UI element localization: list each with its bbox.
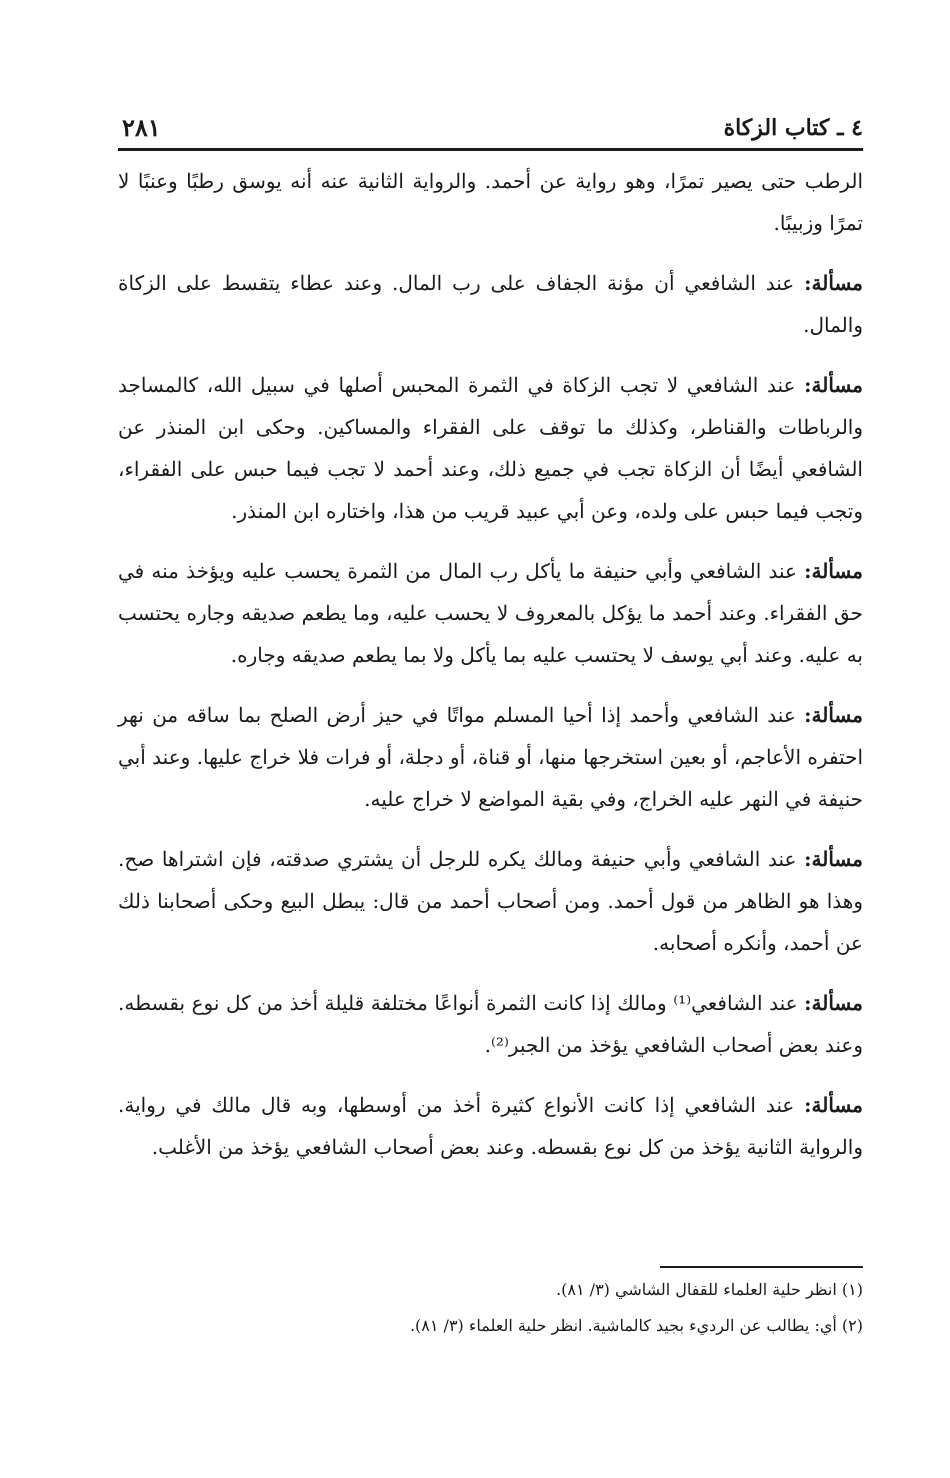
paragraph-text: عند الشافعي⁽¹⁾ ومالك إذا كانت الثمرة أنواعًا مختلفة قليلة أخذ من كل نوع بقسطه. وعند بعض أصحاب الشافعي يؤخذ من الجبر⁽²⁾. xyxy=(118,991,863,1057)
paragraph-text: عند الشافعي أن مؤنة الجفاف على رب المال. وعند عطاء يتقسط على الزكاة والمال. xyxy=(118,271,863,337)
footnotes xyxy=(118,1272,863,1344)
paragraph-text: عند الشافعي إذا كانت الأنواع كثيرة أخذ من أوسطها، وبه قال مالك في رواية. والرواية الثانية يؤخذ من كل نوع بقسطه. وعند بعض أصحاب الشافعي يؤخذ من الأغلب. xyxy=(118,1093,863,1159)
page-number: ٢٨١ xyxy=(122,113,161,142)
issue-label: مسألة: xyxy=(804,703,863,727)
issue-label: مسألة: xyxy=(804,559,863,583)
issue-label: مسألة: xyxy=(804,847,863,871)
footnote: (٢) أي: يطالب عن الرديء بجيد كالماشية. انظر حلية العلماء (٣/ ٨١). xyxy=(409,1316,863,1335)
paragraph xyxy=(118,364,863,532)
paragraph-text: الرطب حتى يصير تمرًا، وهو رواية عن أحمد. والرواية الثانية عنه أنه يوسق رطبًا وعنبًا لا تمرًا وزبيبًا. xyxy=(118,169,863,235)
issue-label: مسألة: xyxy=(804,271,864,295)
paragraph xyxy=(118,694,863,820)
paragraph xyxy=(118,982,863,1066)
paragraph-text: عند الشافعي لا تجب الزكاة في الثمرة المحبس أصلها في سبيل الله، كالمساجد والرباطات والقناطر، وكذلك ما توقف على الفقراء والمساكين. وحكى ابن المنذر عن الشافعي أيضًا أن الزكاة تجب في جميع ذلك، وعند أحمد لا تجب فيما حبس على الفقراء، وتجب فيما حبس على ولده، وعن أبي عبيد قريب من هذا، واختاره ابن المنذر. xyxy=(118,373,864,523)
body-text xyxy=(118,160,863,1186)
running-head: ٤ ـ كتاب الزكاة xyxy=(723,115,863,141)
paragraph xyxy=(118,1084,863,1168)
footnote: (١) انظر حلية العلماء للقفال الشاشي (٣/ ٨١). xyxy=(556,1280,863,1299)
paragraph-text: عند الشافعي وأبي حنيفة ما يأكل رب المال من الثمرة يحسب عليه ويؤخذ منه في حق الفقراء. وعند أحمد ما يؤكل بالمعروف لا يحسب عليه، وما يطعم صديقه وجاره يحتسب به عليه. وعند أبي يوسف لا يحتسب عليه بما يأكل ولا بما يطعم صديقه وجاره. xyxy=(118,559,863,667)
issue-label: مسألة: xyxy=(804,373,863,397)
page-header xyxy=(118,112,863,148)
paragraph xyxy=(118,160,863,244)
paragraph xyxy=(118,838,863,964)
paragraph xyxy=(118,262,863,346)
issue-label: مسألة: xyxy=(804,991,863,1015)
issue-label: مسألة: xyxy=(804,1093,863,1117)
paragraph-text: عند الشافعي وأبي حنيفة ومالك يكره للرجل أن يشتري صدقته، فإن اشتراها صح. وهذا هو الظاهر من قول أحمد. ومن أصحاب أحمد من قال: يبطل البيع وحكى أصحابنا ذلك عن أحمد، وأنكره أصحابه. xyxy=(118,847,863,955)
paragraph-text: عند الشافعي وأحمد إذا أحيا المسلم مواتًا في حيز أرض الصلح بما ساقه من نهر احتفره الأعاجم، أو بعين استخرجها منها، أو قناة، أو دجلة، أو فرات فلا خراج عليها. وعند أبي حنيفة في النهر عليه الخراج، وفي بقية المواضع لا خراج عليه. xyxy=(118,703,863,811)
footnote-rule xyxy=(660,1266,863,1268)
header-rule xyxy=(118,148,863,151)
paragraph xyxy=(118,550,863,676)
